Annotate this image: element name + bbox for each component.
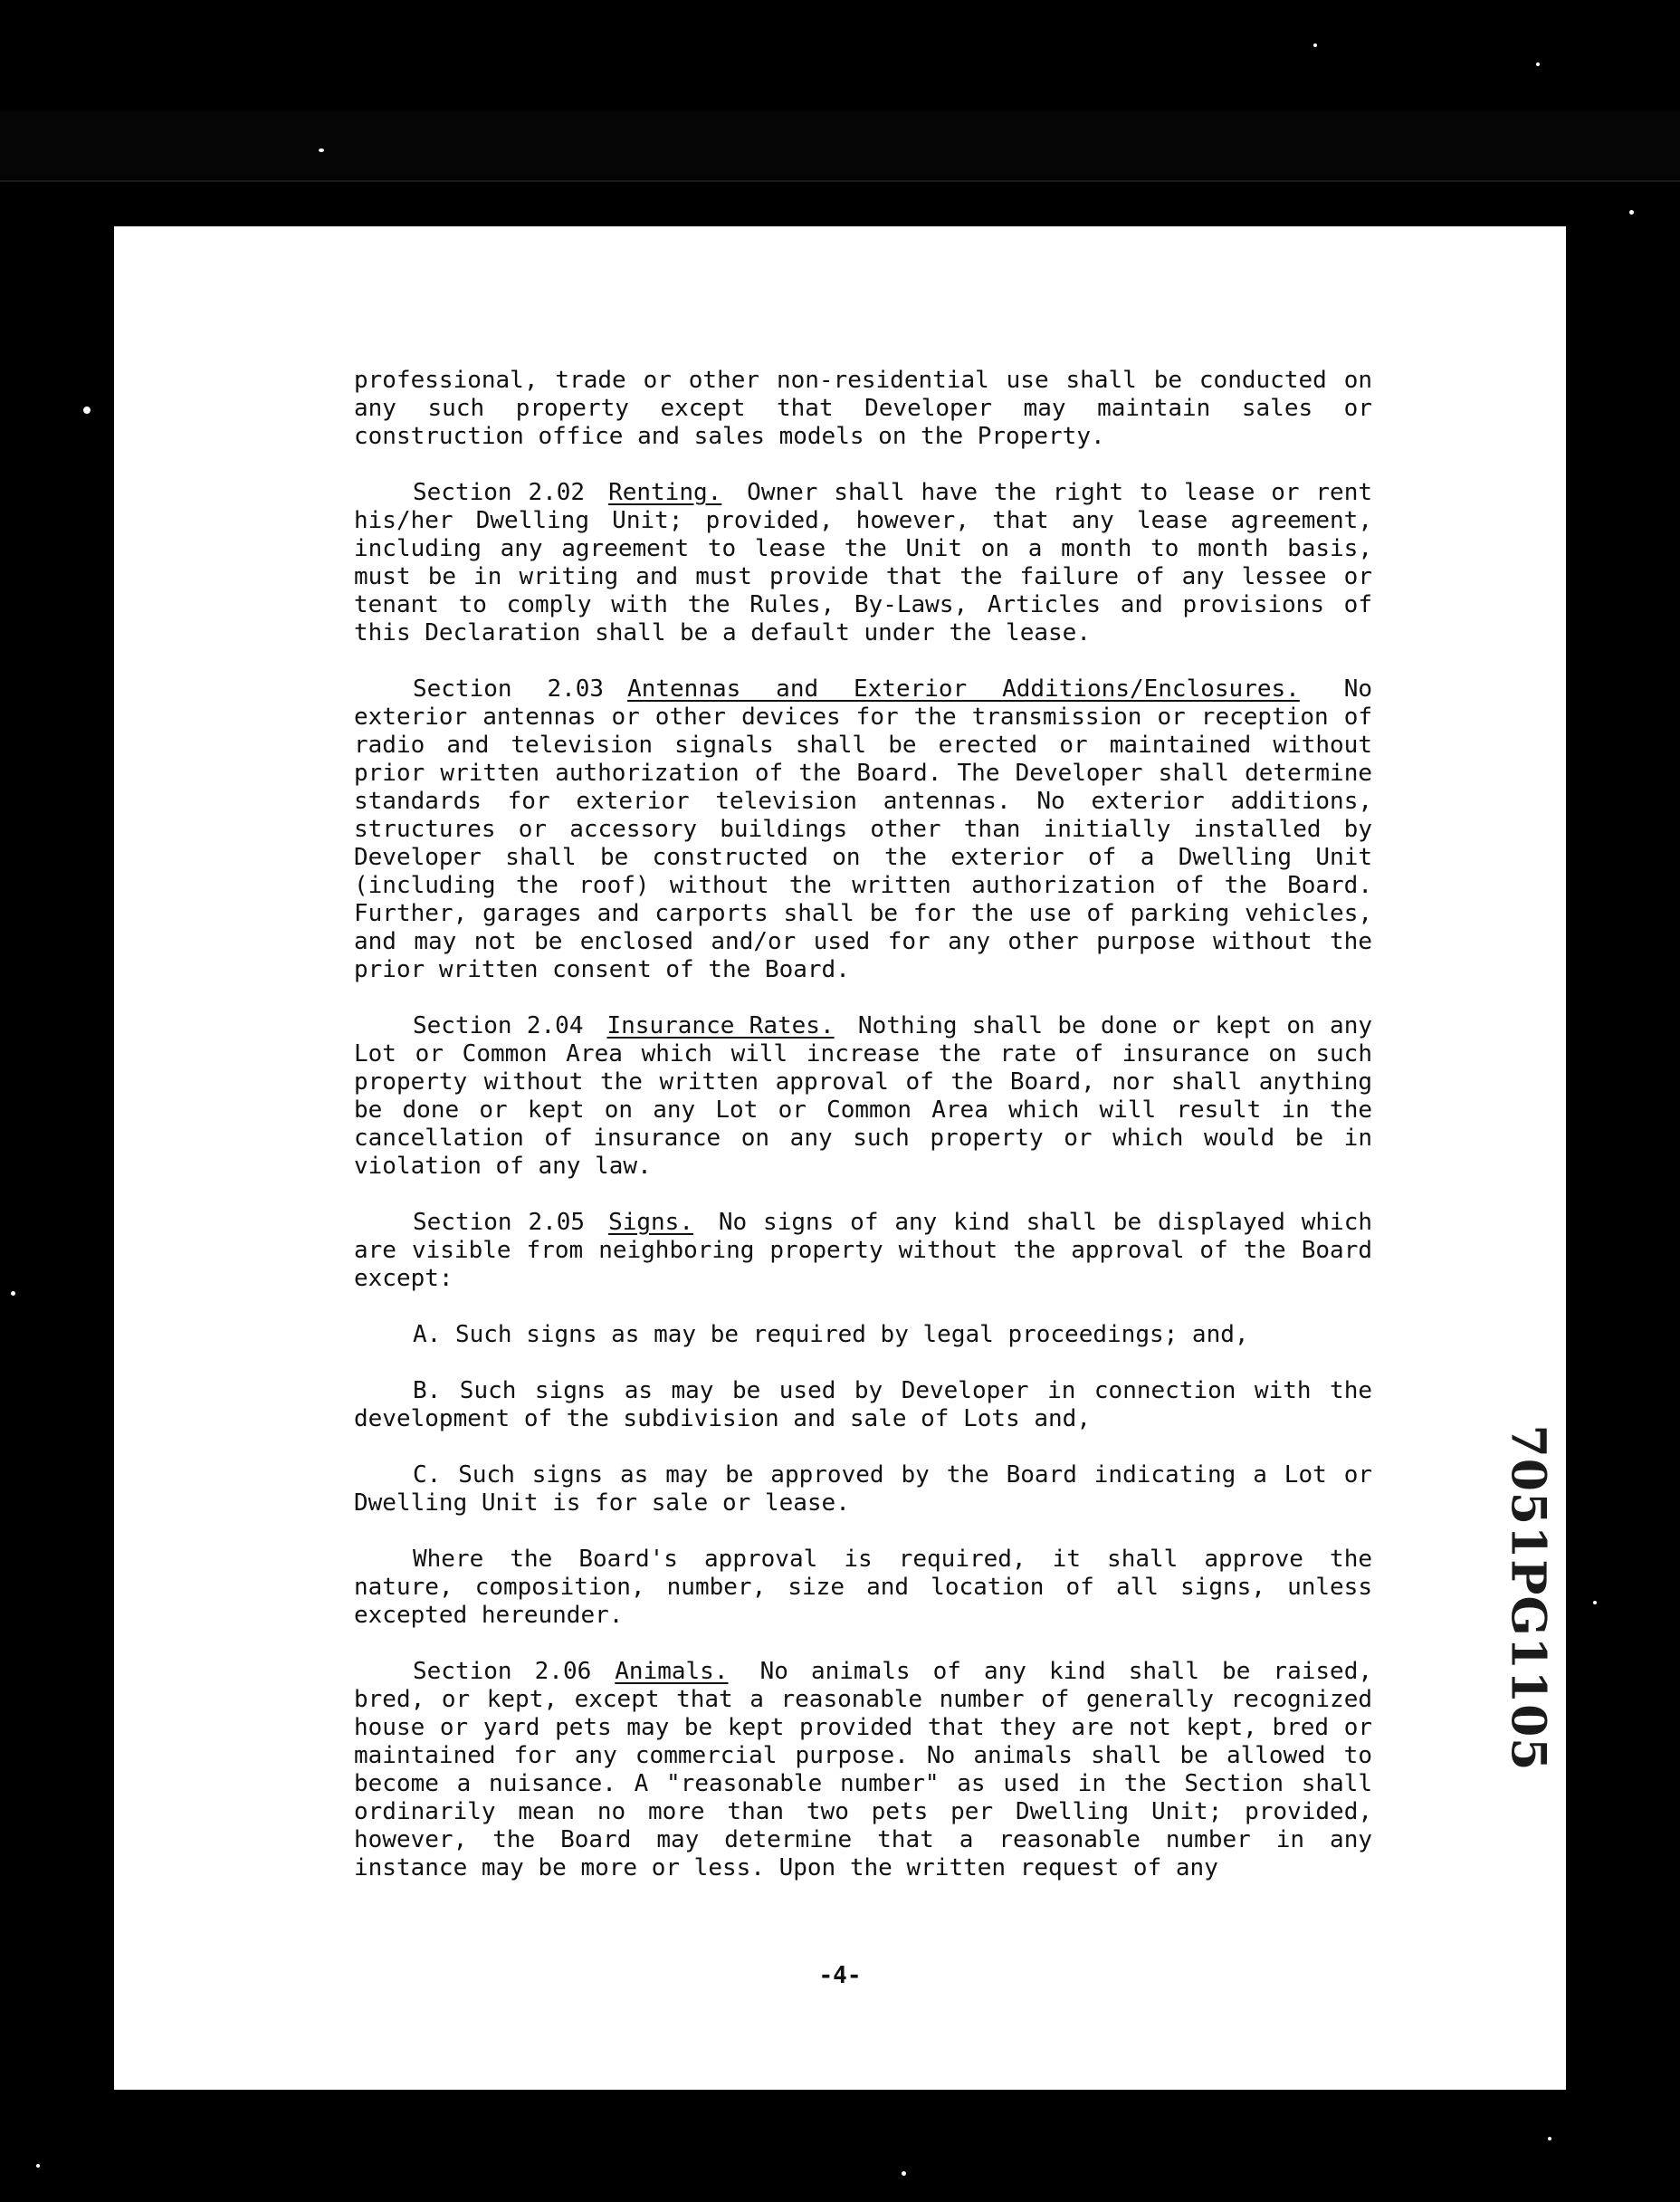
section-2-04-paragraph <box>354 1012 1372 1181</box>
scan-edge-line <box>0 180 1680 182</box>
section-number: Section 2.06 <box>413 1658 592 1685</box>
opening-paragraph: professional, trade or other non-residential use shall be conducted on any such property except that Developer may maintain sales or construction office and sales models on the Property. <box>354 367 1372 450</box>
sign-item-a: A. Such signs as may be required by legal proceedings; and, <box>413 1321 1249 1348</box>
section-2-03-paragraph <box>354 675 1372 984</box>
scan-speck <box>83 407 91 414</box>
scan-speck <box>1313 43 1317 47</box>
scan-speck <box>1548 2137 1551 2140</box>
document-page <box>114 226 1566 2090</box>
filing-stamp <box>1483 1424 1573 1772</box>
section-heading-animals: Animals. <box>615 1658 729 1685</box>
scan-speck <box>319 148 324 152</box>
section-text: Nothing shall be done or kept on any Lot or Common Area which will increase the rate of insurance on such property without the written approval of the Board, nor shall anything be done or kept on any Lot or Common Area which will result in the cancellation of insurance on any such property or which would be in violation of any law. <box>354 1012 1373 1180</box>
scan-speck <box>1629 210 1634 215</box>
section-heading-antennas: Antennas and Exterior Additions/Enclosures. <box>627 675 1300 703</box>
section-2-02-paragraph <box>354 479 1372 647</box>
section-text: Owner shall have the right to lease or rent his/her Dwelling Unit; provided, however, that any lease agreement, including any agreement to lease the Unit on a month to month basis, must be in writing and must provide that the failure of any lessee or tenant to comply with the Rules, By-Laws, Articles and provisions of this Declaration shall be a default under the lease. <box>354 479 1373 646</box>
scan-speck <box>1593 1601 1597 1604</box>
filing-stamp-number: 7051PG1105 <box>1500 1424 1556 1772</box>
section-number: Section 2.05 <box>413 1209 586 1236</box>
scan-gap-band <box>0 110 1680 181</box>
sign-item-c: C. Such signs as may be approved by the Board indicating a Lot or Dwelling Unit is for sale or lease. <box>354 1461 1372 1517</box>
sign-item-b: B. Such signs as may be used by Developer in connection with the development of the subdivision and sale of Lots and, <box>354 1377 1372 1432</box>
section-number: Section 2.02 <box>413 479 586 506</box>
scan-speck <box>11 1291 15 1296</box>
scan-speck <box>1536 62 1540 66</box>
section-heading-insurance-rates: Insurance Rates. <box>606 1012 835 1039</box>
scan-speck <box>36 2164 40 2168</box>
section-heading-signs: Signs. <box>608 1209 693 1236</box>
section-2-06-paragraph <box>354 1658 1372 1882</box>
section-heading-renting: Renting. <box>608 479 722 506</box>
section-2-05-paragraph <box>354 1209 1372 1293</box>
page-number: -4- <box>818 1962 862 1989</box>
scan-speck <box>902 2171 906 2176</box>
section-text: No signs of any kind shall be displayed which are visible from neighboring property without the approval of the Board except: <box>354 1209 1372 1292</box>
section-number: Section 2.04 <box>413 1012 584 1039</box>
document-body <box>354 367 1372 1882</box>
section-number: Section 2.03 <box>413 675 605 703</box>
signs-approval-paragraph: Where the Board's approval is required, it shall approve the nature, composition, number, size and location of all signs, unless excepted hereunder. <box>354 1546 1372 1629</box>
section-text: No exterior antennas or other devices for the transmission or reception of radio and television signals shall be erected or maintained without prior written authorization of the Board. The Developer shall determine standards for exterior television antennas. No exterior additions, structures or accessory buildings other than initially installed by Developer shall be constructed on the exterior of a Dwelling Unit (including the roof) without the written authorization of the Board. Further, garages and carports shall be for the use of parking vehicles, and may not be enclosed and/or used for any other purpose without the prior written consent of the Board. <box>354 675 1372 983</box>
section-text: No animals of any kind shall be raised, bred, or kept, except that a reasonable number of generally recognized house or yard pets may be kept provided that they are not kept, bred or maintained for any commercial purpose. No animals shall be allowed to become a nuisance. A "reasonable number" as used in the Section shall ordinarily mean no more than two pets per Dwelling Unit; provided, however, the Board may determine that a reasonable number in any instance may be more or less. Upon the written request of any <box>354 1658 1372 1881</box>
